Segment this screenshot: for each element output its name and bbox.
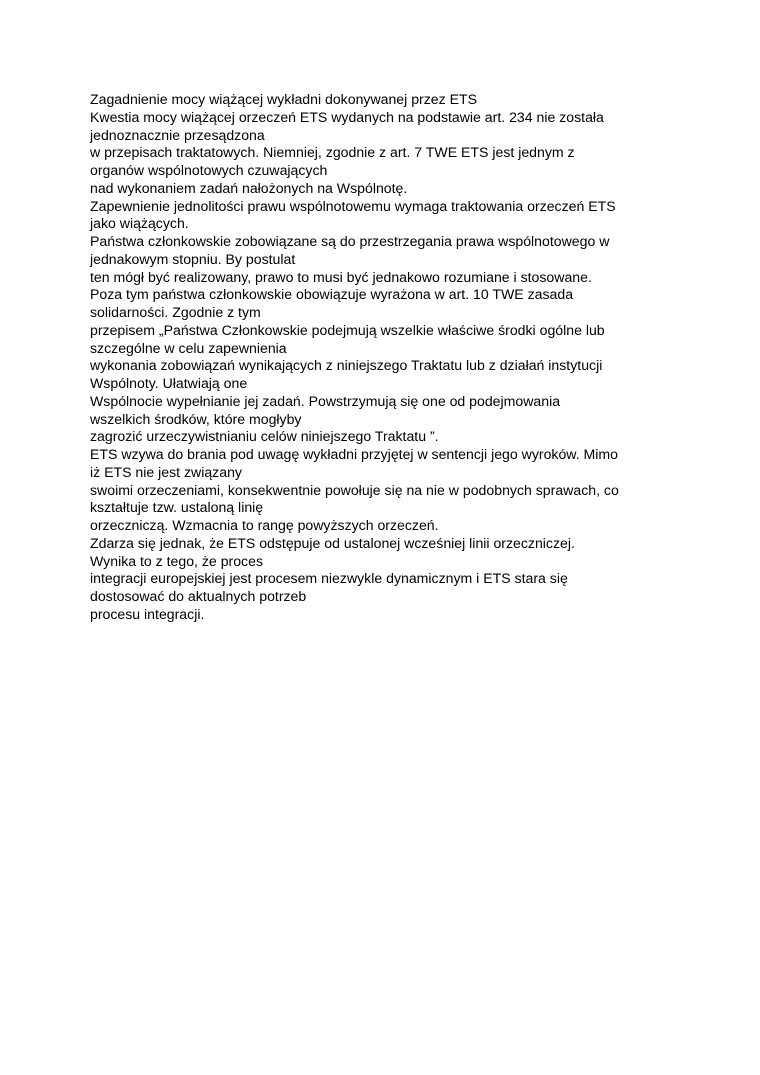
- text-line: jednakowym stopniu. By postulat: [90, 250, 296, 267]
- text-line: Zapewnienie jednolitości prawu wspólnotowemu wymaga traktowania orzeczeń ETS: [90, 197, 616, 214]
- text-line: ETS wzywa do brania pod uwagę wykładni przyjętej w sentencji jego wyroków. Mimo: [90, 446, 618, 462]
- text-line: kształtuje tzw. ustaloną linię: [90, 499, 264, 516]
- document-title-line: Zagadnienie mocy wiążącej wykładni dokonywanej przez ETS: [90, 91, 477, 107]
- text-line: Wynika to z tego, że proces: [90, 552, 263, 569]
- text-line: wszelkich środków, które mogłyby: [90, 410, 302, 427]
- text-line: Wspólnoty. Ułatwiają one: [90, 375, 248, 391]
- text-line: jednoznacznie przesądzona: [90, 126, 265, 143]
- text-line: Kwestia mocy wiążącej orzeczeń ETS wydanych na podstawie art. 234 nie została: [90, 108, 604, 125]
- text-line: w przepisach traktatowych. Niemniej, zgodnie z art. 7 TWE ETS jest jednym z: [90, 144, 575, 161]
- text-line: wykonania zobowiązań wynikających z niniejszego Traktatu lub z działań instytucji: [90, 357, 603, 374]
- text-line: jako wiążących.: [90, 215, 189, 232]
- text-line: dostosować do aktualnych potrzeb: [90, 588, 307, 604]
- text-line: Zdarza się jednak, że ETS odstępuje od ustalonej wcześniej linii orzeczniczej.: [90, 534, 575, 551]
- text-line: ten mógł być realizowany, prawo to musi być jednakowo rozumiane i stosowane.: [90, 268, 592, 285]
- text-line: swoimi orzeczeniami, konsekwentnie powołuje się na nie w podobnych sprawach, co: [90, 481, 619, 498]
- text-line: organów wspólnotowych czuwających: [90, 162, 328, 178]
- text-line: integracji europejskiej jest procesem niezwykle dynamicznym i ETS stara się: [90, 570, 568, 587]
- text-line: Poza tym państwa członkowskie obowiązuje wyrażona w art. 10 TWE zasada: [90, 286, 574, 303]
- text-line: Państwa członkowskie zobowiązane są do przestrzegania prawa wspólnotowego w: [90, 233, 610, 249]
- text-line: procesu integracji.: [90, 605, 205, 622]
- text-line: Wspólnocie wypełnianie jej zadań. Powstrzymują się one od podejmowania: [90, 392, 561, 409]
- text-line: iż ETS nie jest związany: [90, 463, 242, 480]
- text-line: solidarności. Zgodnie z tym: [90, 304, 261, 320]
- text-line: szczególne w celu zapewnienia: [90, 339, 287, 356]
- document-body: [90, 91, 680, 624]
- text-line: przepisem „Państwa Członkowskie podejmują wszelkie właściwe środki ogólne lub: [90, 321, 605, 338]
- text-line: zagrozić urzeczywistnianiu celów niniejszego Traktatu ”.: [90, 428, 439, 445]
- text-line: nad wykonaniem zadań nałożonych na Wspólnotę.: [90, 179, 408, 196]
- text-line: orzeczniczą. Wzmacnia to rangę powyższych orzeczeń.: [90, 517, 439, 533]
